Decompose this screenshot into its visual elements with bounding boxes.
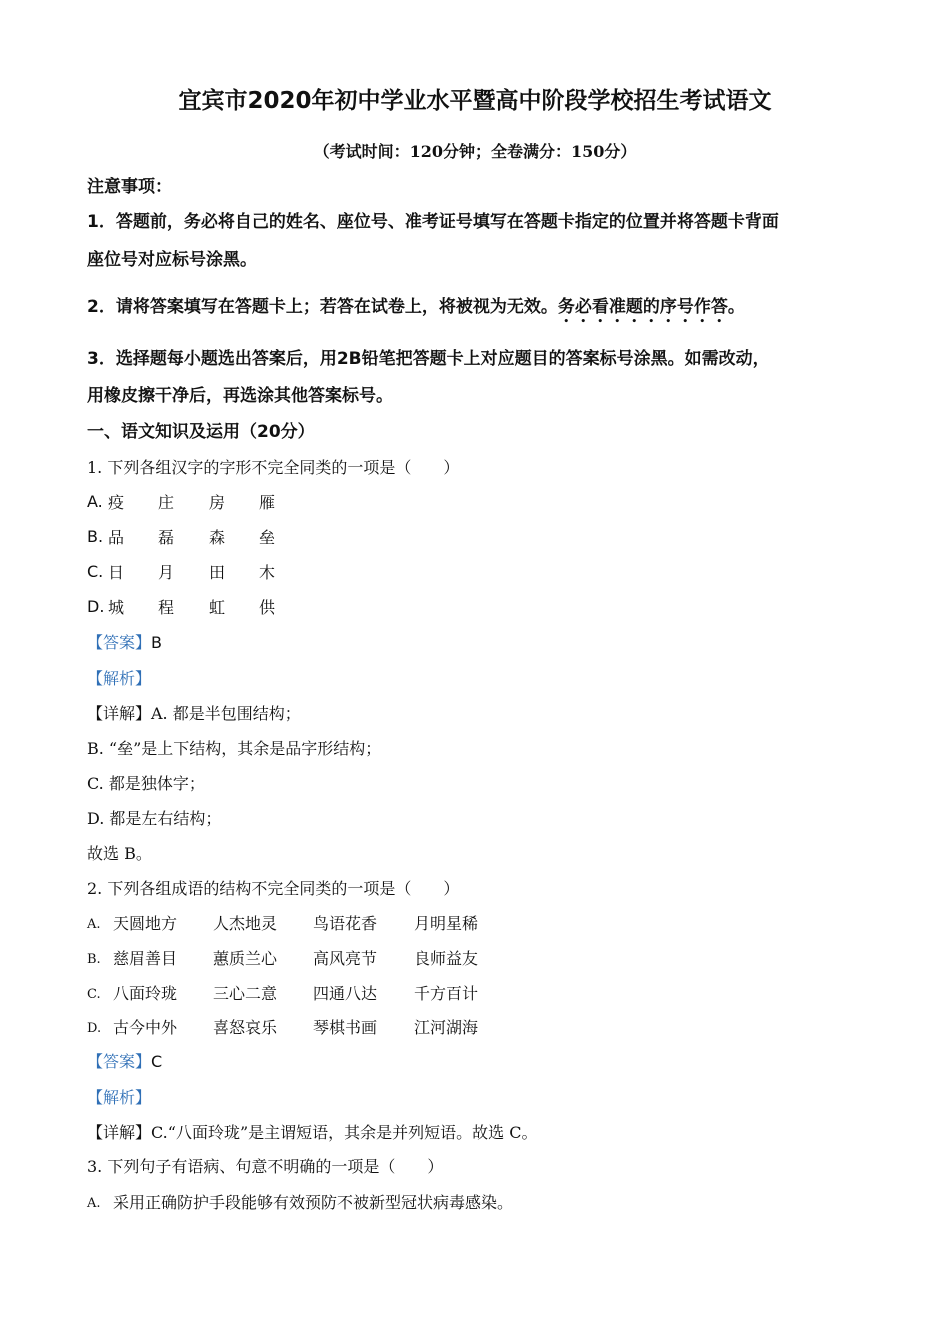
- option-idiom: 高风亮节: [313, 949, 378, 968]
- exam-info: （考试时间：120分钟；全卷满分：150分）: [313, 142, 637, 161]
- option-char: 城: [108, 598, 125, 617]
- option-char: 庄: [158, 493, 175, 512]
- option-idiom: 古今中外: [113, 1018, 178, 1037]
- option-char: 田: [209, 563, 226, 582]
- answer-label: 【答案】: [87, 1052, 152, 1071]
- option-letter: A.: [87, 1196, 101, 1211]
- option-char: 供: [259, 598, 276, 617]
- q2-answer: [87, 1051, 162, 1073]
- option-idiom: 良师益友: [414, 949, 479, 968]
- option-letter: A.: [87, 492, 103, 511]
- q2-detail-line: 【详解】C.“八面玲珑”是主谓短语，其余是并列短语。故选 C。: [87, 1123, 538, 1142]
- notice-item-1-line-2: 座位号对应标号涂黑。: [87, 250, 257, 270]
- q1-detail-line: B. “垒”是上下结构，其余是品字形结构；: [87, 739, 382, 758]
- q1-detail-line: C. 都是独体字；: [87, 774, 205, 793]
- notice-item-2-emphasis: 务必看准题的序号作答: [557, 297, 728, 317]
- option-idiom: 天圆地方: [113, 914, 178, 933]
- q2-analysis-label: 【解析】: [87, 1088, 152, 1107]
- option-idiom: 三心二意: [213, 984, 278, 1003]
- option-letter: D.: [87, 1021, 102, 1036]
- option-letter: A.: [87, 917, 101, 932]
- option-char: 程: [158, 598, 175, 617]
- option-idiom: 月明星稀: [414, 914, 479, 933]
- option-letter: B.: [87, 952, 101, 967]
- q1-detail-line: 故选 B。: [87, 844, 152, 863]
- q3-stem: 3. 下列句子有语病、句意不明确的一项是（ ）: [87, 1157, 444, 1176]
- option-letter: D.: [87, 597, 105, 616]
- option-char: 雁: [259, 493, 276, 512]
- notice-item-2: [87, 296, 745, 327]
- option-char: 品: [108, 528, 125, 547]
- notice-heading: 注意事项：: [87, 177, 172, 197]
- option-idiom: 喜怒哀乐: [213, 1018, 278, 1037]
- option-char: 森: [209, 528, 226, 547]
- option-idiom: 鸟语花香: [313, 914, 378, 933]
- q2-stem: 2. 下列各组成语的结构不完全同类的一项是（ ）: [87, 879, 460, 898]
- notice-item-3-line-2: 用橡皮擦干净后，再选涂其他答案标号。: [87, 386, 393, 406]
- q1-stem: 1. 下列各组汉字的字形不完全同类的一项是（ ）: [87, 458, 460, 477]
- option-letter: C.: [87, 987, 101, 1002]
- option-idiom: 琴棋书画: [313, 1018, 378, 1037]
- option-idiom: 人杰地灵: [213, 914, 278, 933]
- option-char: 房: [209, 493, 226, 512]
- option-idiom: 蕙质兰心: [213, 949, 278, 968]
- answer-label: 【答案】: [87, 633, 152, 652]
- option-letter: C.: [87, 562, 104, 581]
- option-idiom: 八面玲珑: [113, 984, 178, 1003]
- answer-value: B: [151, 633, 162, 652]
- q1-analysis-label: 【解析】: [87, 669, 152, 688]
- option-text: 采用正确防护手段能够有效预防不被新型冠状病毒感染。: [113, 1193, 514, 1212]
- option-char: 虹: [209, 598, 226, 617]
- option-char: 日: [108, 563, 125, 582]
- notice-item-3-line-1: 3．选择题每小题选出答案后，用2B铅笔把答题卡上对应题目的答案标号涂黑。如需改动，: [87, 349, 770, 369]
- q1-answer: [87, 632, 162, 654]
- answer-value: C: [151, 1052, 163, 1071]
- notice-item-2-text: 2．请将答案填写在答题卡上；若答在试卷上，将被视为无效。: [87, 297, 558, 317]
- option-idiom: 千方百计: [414, 984, 479, 1003]
- option-char: 木: [259, 563, 276, 582]
- option-char: 垒: [259, 528, 276, 547]
- option-letter: B.: [87, 527, 104, 546]
- option-char: 磊: [158, 528, 175, 547]
- option-idiom: 江河湖海: [414, 1018, 479, 1037]
- q1-detail-line: D. 都是左右结构；: [87, 809, 222, 828]
- section-1-heading: 一、语文知识及运用（20分）: [87, 422, 315, 442]
- page-title: 宜宾市2020年初中学业水平暨高中阶段学校招生考试语文: [178, 88, 772, 114]
- notice-item-2-end: 。: [727, 297, 745, 317]
- option-char: 疫: [108, 493, 125, 512]
- q1-detail-line: 【详解】A. 都是半包围结构；: [87, 704, 301, 723]
- option-char: 月: [158, 563, 175, 582]
- option-idiom: 慈眉善目: [113, 949, 178, 968]
- notice-item-1-line-1: 1．答题前，务必将自己的姓名、座位号、准考证号填写在答题卡指定的位置并将答题卡背面: [87, 212, 779, 232]
- option-idiom: 四通八达: [313, 984, 378, 1003]
